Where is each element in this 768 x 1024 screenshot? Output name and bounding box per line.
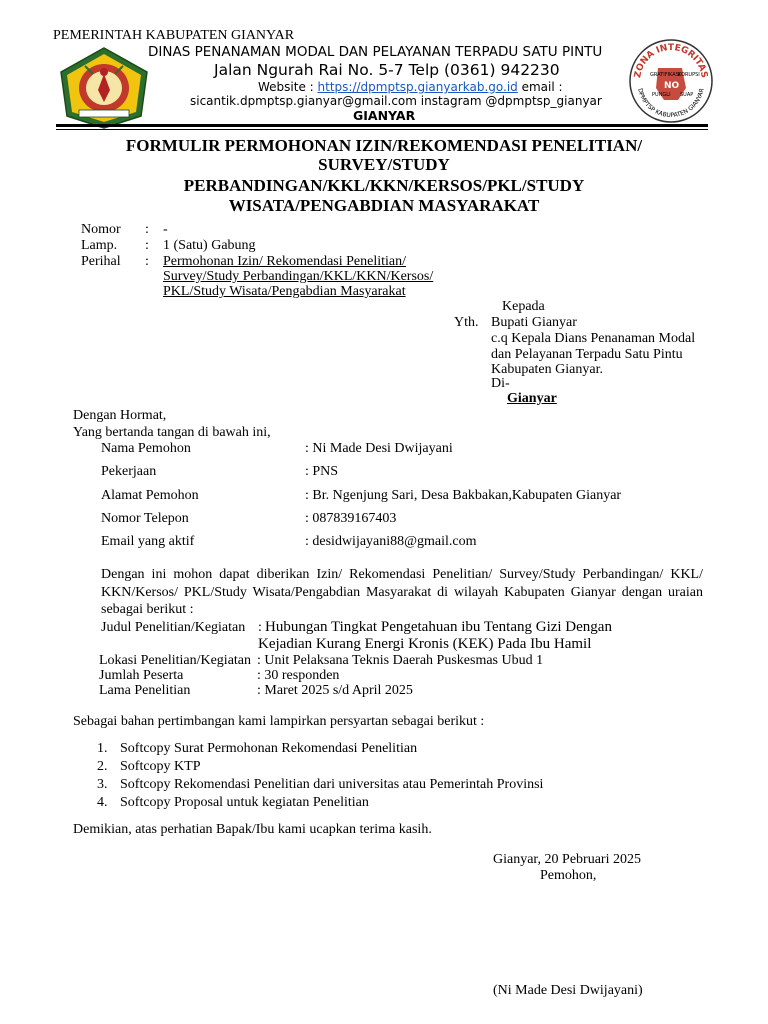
attachment-num-4: 4. [97,795,108,810]
badge-pungli: PUNGLI [652,92,671,98]
lamp-value: 1 (Satu) Gabung [163,238,256,253]
lokasi-value: : Unit Pelaksana Teknis Daerah Puskesmas Ubud 1 [257,653,544,668]
applicant-job-label: Pekerjaan [101,464,157,479]
nomor-label: Nomor [81,222,121,237]
attachment-num-1: 1. [97,741,108,756]
attachment-item-1: Softcopy Surat Permohonan Rekomendasi Penelitian [120,741,418,756]
applicant-phone-value: : 087839167403 [305,511,397,526]
attachment-item-4: Softcopy Proposal untuk kegiatan Penelitian [120,795,369,810]
lamp-colon: : [145,238,149,253]
badge-top-text: ZONA INTEGRITAS [633,43,709,79]
recipient-line-1: Bupati Gianyar [491,315,577,330]
applicant-name-value: : Ni Made Desi Dwijayani [305,441,453,456]
website-label: Website : [258,80,318,94]
form-title-line-3: PERBANDINGAN/KKL/KKN/KERSOS/PKL/STUDY [183,176,585,195]
applicant-address-value: : Br. Ngenjung Sari, Desa Bakbakan,Kabupaten Gianyar [305,488,622,503]
gianyar-emblem [57,46,151,130]
applicant-email-value: : desidwijayani88@gmail.com [305,534,477,549]
contact-line: sicantik.dpmptsp.gianyar@gmail.com instagram @dpmptsp_gianyar [190,94,602,108]
request-paragraph: Dengan ini mohon dapat diberikan Izin/ Rekomendasi Penelitian/ Survey/Study Perbandingan/ KKL/ KKN/Kersos/ PKL/Study Wisata/Pengabdian Masyarakat di wilayah Kabupaten Gianyar dengan uraian sebagai berikut : [101,567,703,617]
agency-address: Jalan Ngurah Rai No. 5-7 Telp (0361) 942230 [214,61,560,79]
perihal-line-3: PKL/Study Wisata/Pengabdian Masyarakat [163,284,406,299]
attachment-item-3: Softcopy Rekomendasi Penelitian dari universitas atau Pemerintah Provinsi [120,777,544,792]
recipient-line-3: dan Pelayanan Terpadu Satu Pintu [491,347,683,362]
perihal-label: Perihal [81,254,121,269]
attachment-item-2: Softcopy KTP [120,759,201,774]
government-name: PEMERINTAH KABUPATEN GIANYAR [53,28,295,43]
form-title-line-4: WISATA/PENGABDIAN MASYARAKAT [228,196,540,215]
judul-line-1: Hubungan Tingkat Pengetahuan ibu Tentang Gizi Dengan [265,619,612,635]
attachments-intro: Sebagai bahan pertimbangan kami lampirkan persyartan sebagai berikut : [73,714,485,729]
website-link[interactable]: https://dpmptsp.gianyarkab.go.id [317,80,518,94]
judul-label: Judul Penelitian/Kegiatan [101,620,246,635]
signature-role: Pemohon, [540,868,597,883]
recipient-city: Gianyar [507,391,557,406]
header-rule-thick [56,124,708,127]
applicant-email-label: Email yang aktif [101,534,195,549]
jumlah-value: : 30 responden [257,668,340,683]
lokasi-label: Lokasi Penelitian/Kegiatan [99,653,252,668]
applicant-address-label: Alamat Pemohon [101,488,199,503]
perihal-line-2: Survey/Study Perbandingan/KKL/KKN/Kersos/ [163,269,434,284]
attachment-num-2: 2. [97,759,108,774]
badge-no: NO [664,81,680,91]
judul-colon: : [258,620,262,635]
email-label: email : [517,80,563,94]
kepada-label: Kepada [502,299,545,314]
header-city: GIANYAR [353,108,416,123]
form-title-line-2: SURVEY/STUDY [318,155,450,174]
signature-place-date: Gianyar, 20 Pebruari 2025 [493,852,641,867]
recipient-line-2: c.q Kepala Dians Penanaman Modal [491,331,696,346]
header-rule-thin [56,129,708,130]
badge-bottom-text: DPMPTSP KABUPATEN GIANYAR [636,87,706,120]
recipient-line-4: Kabupaten Gianyar. [491,362,603,377]
jumlah-label: Jumlah Peserta [99,668,184,683]
applicant-name-label: Nama Pemohon [101,441,191,456]
form-title-line-1: FORMULIR PERMOHONAN IZIN/REKOMENDASI PENELITIAN/ [125,136,643,155]
nomor-value: - [163,222,168,237]
perihal-colon: : [145,254,149,269]
badge-gratifikasi: GRATIFIKASI [650,72,681,78]
yth-label: Yth. [454,315,479,330]
lamp-label: Lamp. [81,238,118,253]
signature-name: (Ni Made Desi Dwijayani) [493,983,643,998]
attachment-num-3: 3. [97,777,108,792]
applicant-phone-label: Nomor Telepon [101,511,189,526]
greeting-line-1: Dengan Hormat, [73,408,167,423]
judul-line-2: Kejadian Kurang Energi Kronis (KEK) Pada Ibu Hamil [258,636,592,652]
perihal-line-1: Permohonan Izin/ Rekomendasi Penelitian/ [163,254,407,269]
closing-text: Demikian, atas perhatian Bapak/Ibu kami ucapkan terima kasih. [73,822,432,837]
lama-label: Lama Penelitian [99,683,191,698]
greeting-line-2: Yang bertanda tangan di bawah ini, [73,425,271,440]
zona-integritas-badge [628,38,714,124]
badge-korupsi: KORUPSI [678,72,700,78]
applicant-job-value: : PNS [305,464,339,479]
agency-name: DINAS PENANAMAN MODAL DAN PELAYANAN TERPADU SATU PINTU [148,44,603,60]
lama-value: : Maret 2025 s/d April 2025 [257,683,413,698]
nomor-colon: : [145,222,149,237]
website-line [258,80,563,94]
badge-suap: SUAP [680,92,694,98]
recipient-line-5: Di- [491,376,510,391]
